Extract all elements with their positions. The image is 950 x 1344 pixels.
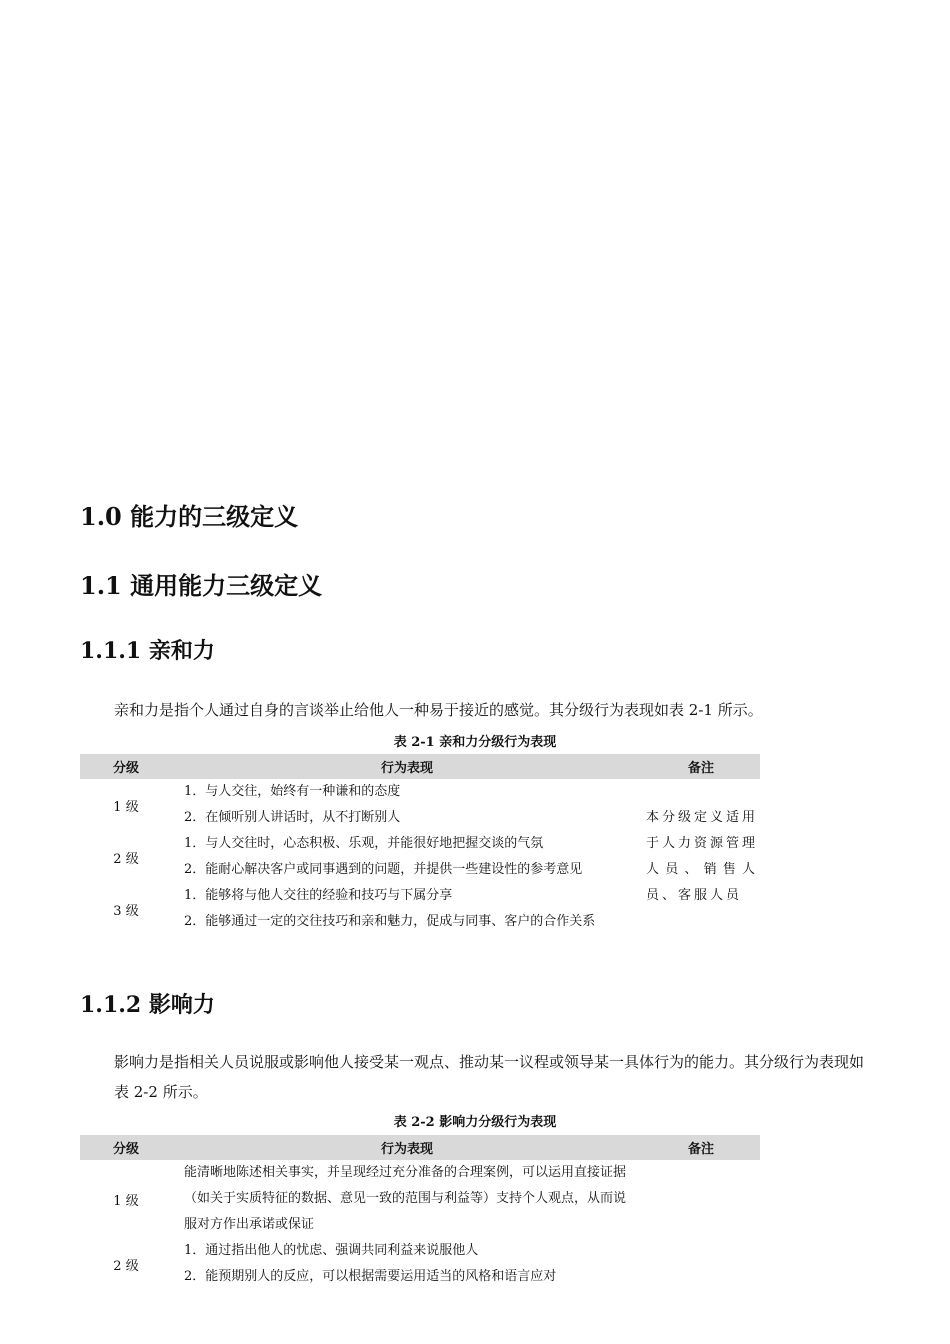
header-behavior: 行为表现 bbox=[172, 1135, 642, 1160]
behavior-line: 1．与人交往，始终有一种谦和的态度 bbox=[184, 784, 401, 799]
behavior-line: 2．能预期别人的反应，可以根据需要运用适当的风格和语言应对 bbox=[184, 1269, 557, 1284]
note-cell bbox=[642, 1160, 760, 1290]
behavior-cell bbox=[172, 1238, 642, 1290]
table-2-1 bbox=[80, 754, 760, 935]
header-level: 分级 bbox=[80, 754, 172, 779]
behavior-line: 能清晰地陈述相关事实，并呈现经过充分准备的合理案例，可以运用直接证据（如关于实质特征的数据、意见一致的范围与利益等）支持个人观点，从而说服对方作出承诺或保证 bbox=[184, 1165, 627, 1232]
header-level: 分级 bbox=[80, 1135, 172, 1160]
level-cell: 2 级 bbox=[113, 851, 139, 867]
behavior-line: 2．能耐心解决客户或同事遇到的问题，并提供一些建设性的参考意见 bbox=[184, 862, 583, 877]
behavior-cell bbox=[172, 1160, 642, 1238]
table-header-row bbox=[80, 1135, 760, 1160]
table-2-1-caption: 表 2-1 亲和力分级行为表现 bbox=[393, 735, 557, 750]
section2-paragraph: 影响力是指相关人员说服或影响他人接受某一观点、推动某一议程或领导某一具体行为的能力。其分级行为表现如表 2-2 所示。 bbox=[114, 1053, 865, 1101]
note-cell: 本分级定义适用于人力资源管理人员、销售人员、客服人员 bbox=[646, 810, 759, 903]
level-cell: 1 级 bbox=[113, 799, 139, 815]
table-row bbox=[80, 779, 760, 831]
table-2-2 bbox=[80, 1135, 760, 1290]
table-2-2-caption: 表 2-2 影响力分级行为表现 bbox=[393, 1115, 557, 1130]
level-cell: 1 级 bbox=[113, 1193, 139, 1209]
heading-1-1-2: 1.1.2 影响力 bbox=[80, 992, 215, 1018]
section1-paragraph: 亲和力是指个人通过自身的言谈举止给他人一种易于接近的感觉。其分级行为表现如表 2-1 所示。 bbox=[114, 701, 763, 719]
level-cell: 2 级 bbox=[113, 1258, 139, 1274]
header-note: 备注 bbox=[642, 1135, 760, 1160]
behavior-line: 1．能够将与他人交往的经验和技巧与下属分享 bbox=[184, 888, 453, 903]
header-note: 备注 bbox=[642, 754, 760, 779]
behavior-line: 1．通过指出他人的忧虑、强调共同利益来说服他人 bbox=[184, 1243, 479, 1258]
level-cell: 3 级 bbox=[113, 903, 139, 919]
behavior-cell bbox=[172, 831, 642, 883]
heading-1-1: 1.1 通用能力三级定义 bbox=[80, 571, 323, 600]
behavior-line: 1．与人交往时，心态积极、乐观，并能很好地把握交谈的气氛 bbox=[184, 836, 544, 851]
heading-1-0: 1.0 能力的三级定义 bbox=[80, 502, 299, 531]
table-header-row bbox=[80, 754, 760, 779]
table-row bbox=[80, 1160, 760, 1238]
behavior-line: 2．在倾听别人讲话时，从不打断别人 bbox=[184, 810, 401, 825]
behavior-line: 2．能够通过一定的交往技巧和亲和魅力，促成与同事、客户的合作关系 bbox=[184, 914, 596, 929]
header-behavior: 行为表现 bbox=[172, 754, 642, 779]
behavior-cell bbox=[172, 779, 642, 831]
heading-1-1-1: 1.1.1 亲和力 bbox=[80, 638, 215, 664]
behavior-cell bbox=[172, 883, 642, 935]
